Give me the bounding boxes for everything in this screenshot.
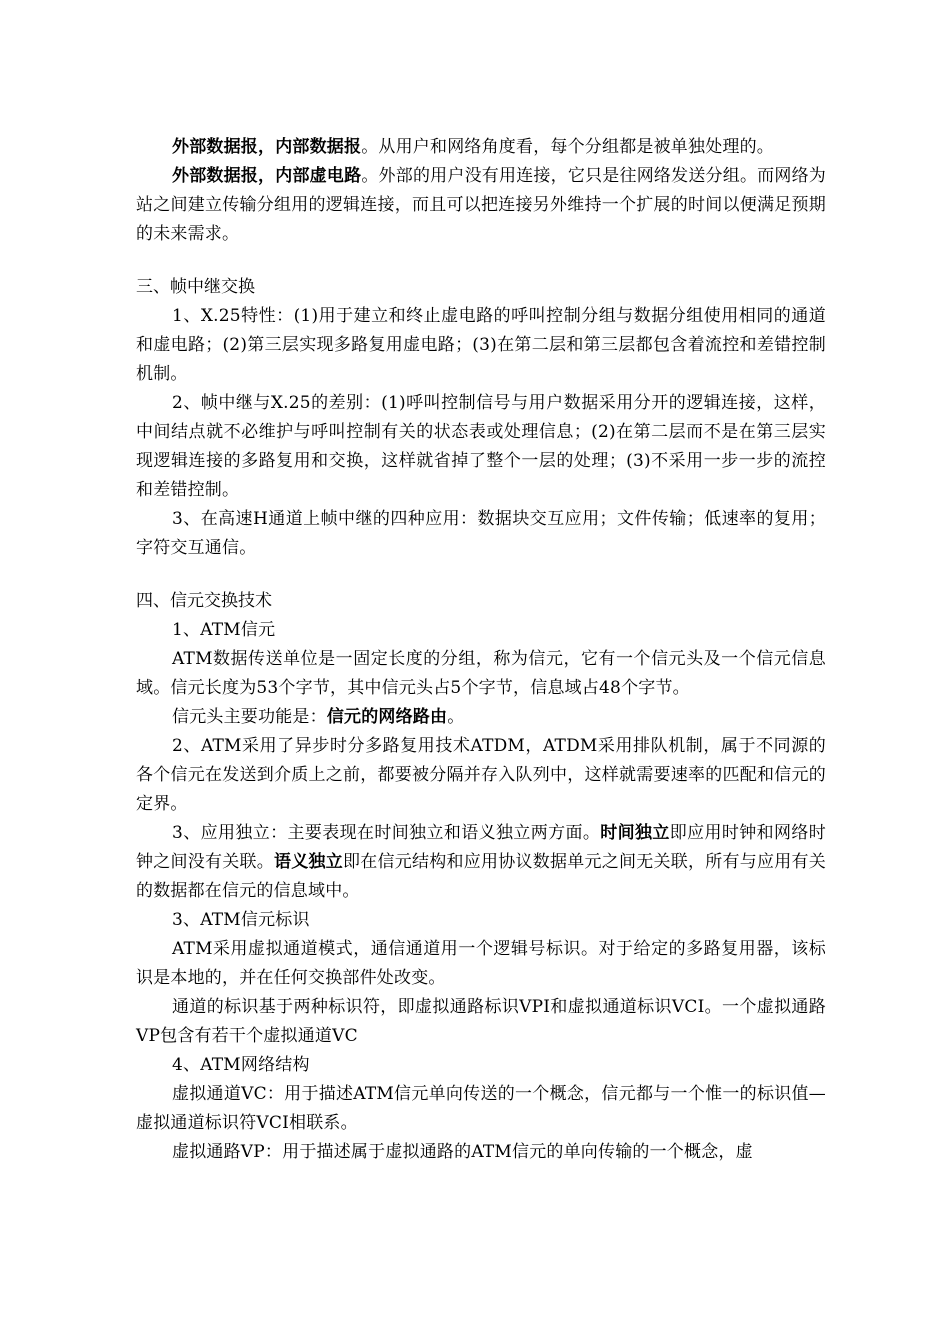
paragraph-vpi-vci: 通道的标识基于两种标识符，即虚拟通路标识VPI和虚拟通道标识VCI。一个虚拟通路VP包含有若干个虚拟通道VC xyxy=(136,997,826,1046)
paragraph-cell-header-function xyxy=(136,703,826,732)
bold-term: 语义独立 xyxy=(274,852,344,872)
paragraph-text: 即在信元结构和应用协议数据单元之间无关联，所有与应用有关的数据都在信元的信息域中。 xyxy=(136,852,826,901)
bold-term: 外部数据报，内部数据报 xyxy=(172,137,362,157)
section-heading-frame-relay: 三、帧中继交换 xyxy=(136,277,255,297)
paragraph-application-independence xyxy=(136,819,826,906)
paragraph-external-datagram-internal-datagram xyxy=(136,133,826,162)
list-item-frame-relay-applications: 3、在高速H通道上帧中继的四种应用：数据块交互应用；文件传输；低速率的复用；字符交互通信。 xyxy=(136,509,826,558)
paragraph-virtual-channel: 虚拟通道VC：用于描述ATM信元单向传送的一个概念，信元都与一个惟一的标识值—虚拟通道标识符VCI相联系。 xyxy=(136,1084,826,1133)
document-page xyxy=(136,133,826,1167)
paragraph-virtual-path: 虚拟通路VP：用于描述属于虚拟通路的ATM信元的单向传输的一个概念，虚 xyxy=(172,1142,753,1162)
paragraph-text: 即应用时钟和网络时钟之间没有关联。 xyxy=(136,823,826,872)
paragraph-atdm: 2、ATM采用了异步时分多路复用技术ATDM，ATDM采用排队机制，属于不同源的各个信元在发送到介质上之前，都要被分隔并存入队列中，这样就需要速率的匹配和信元的定界。 xyxy=(136,736,826,814)
paragraph-external-datagram-internal-vc xyxy=(136,162,826,249)
subheading-atm-cell-identifier: 3、ATM信元标识 xyxy=(172,910,310,930)
section-heading-cell-switching: 四、信元交换技术 xyxy=(136,591,272,611)
paragraph-virtual-channel-mode: ATM采用虚拟通道模式，通信通道用一个逻辑号标识。对于给定的多路复用器，该标识是本地的，并在任何交换部件处改变。 xyxy=(136,939,826,988)
spacer xyxy=(136,563,826,587)
paragraph-text: 。外部的用户没有用连接，它只是往网络发送分组。而网络为站之间建立传输分组用的逻辑连接，而且可以把连接另外维持一个扩展的时间以便满足预期的未来需求。 xyxy=(136,166,827,244)
bold-term: 信元的网络路由 xyxy=(326,707,448,727)
list-item-frame-relay-vs-x25: 2、帧中继与X.25的差别：(1)呼叫控制信号与用户数据采用分开的逻辑连接，这样，中间结点就不必维护与呼叫控制有关的状态表或处理信息；(2)在第二层而不是在第三层实现逻辑连接的多路复用和交换，这样就省掉了整个一层的处理；(3)不采用一步一步的流控和差错控制。 xyxy=(136,393,826,500)
bold-term: 外部数据报，内部虚电路 xyxy=(172,166,362,186)
list-item-x25-features: 1、X.25特性：(1)用于建立和终止虚电路的呼叫控制分组与数据分组使用相同的通道和虚电路；(2)第三层实现多路复用虚电路；(3)在第二层和第三层都包含着流控和差错控制机制。 xyxy=(136,306,826,384)
spacer xyxy=(136,249,826,273)
bold-term: 时间独立 xyxy=(600,823,670,843)
subheading-atm-network-structure: 4、ATM网络结构 xyxy=(172,1055,310,1075)
paragraph-text: 信元头主要功能是： xyxy=(172,707,327,727)
paragraph-text: 。从用户和网络角度看，每个分组都是被单独处理的。 xyxy=(361,137,775,157)
paragraph-text: 3、应用独立：主要表现在时间独立和语义独立两方面。 xyxy=(172,823,601,843)
paragraph-text: 。 xyxy=(447,707,465,727)
subheading-atm-cell: 1、ATM信元 xyxy=(172,620,276,640)
paragraph-atm-cell-definition: ATM数据传送单位是一固定长度的分组，称为信元，它有一个信元头及一个信元信息域。信元长度为53个字节，其中信元头占5个字节，信息域占48个字节。 xyxy=(136,649,826,698)
